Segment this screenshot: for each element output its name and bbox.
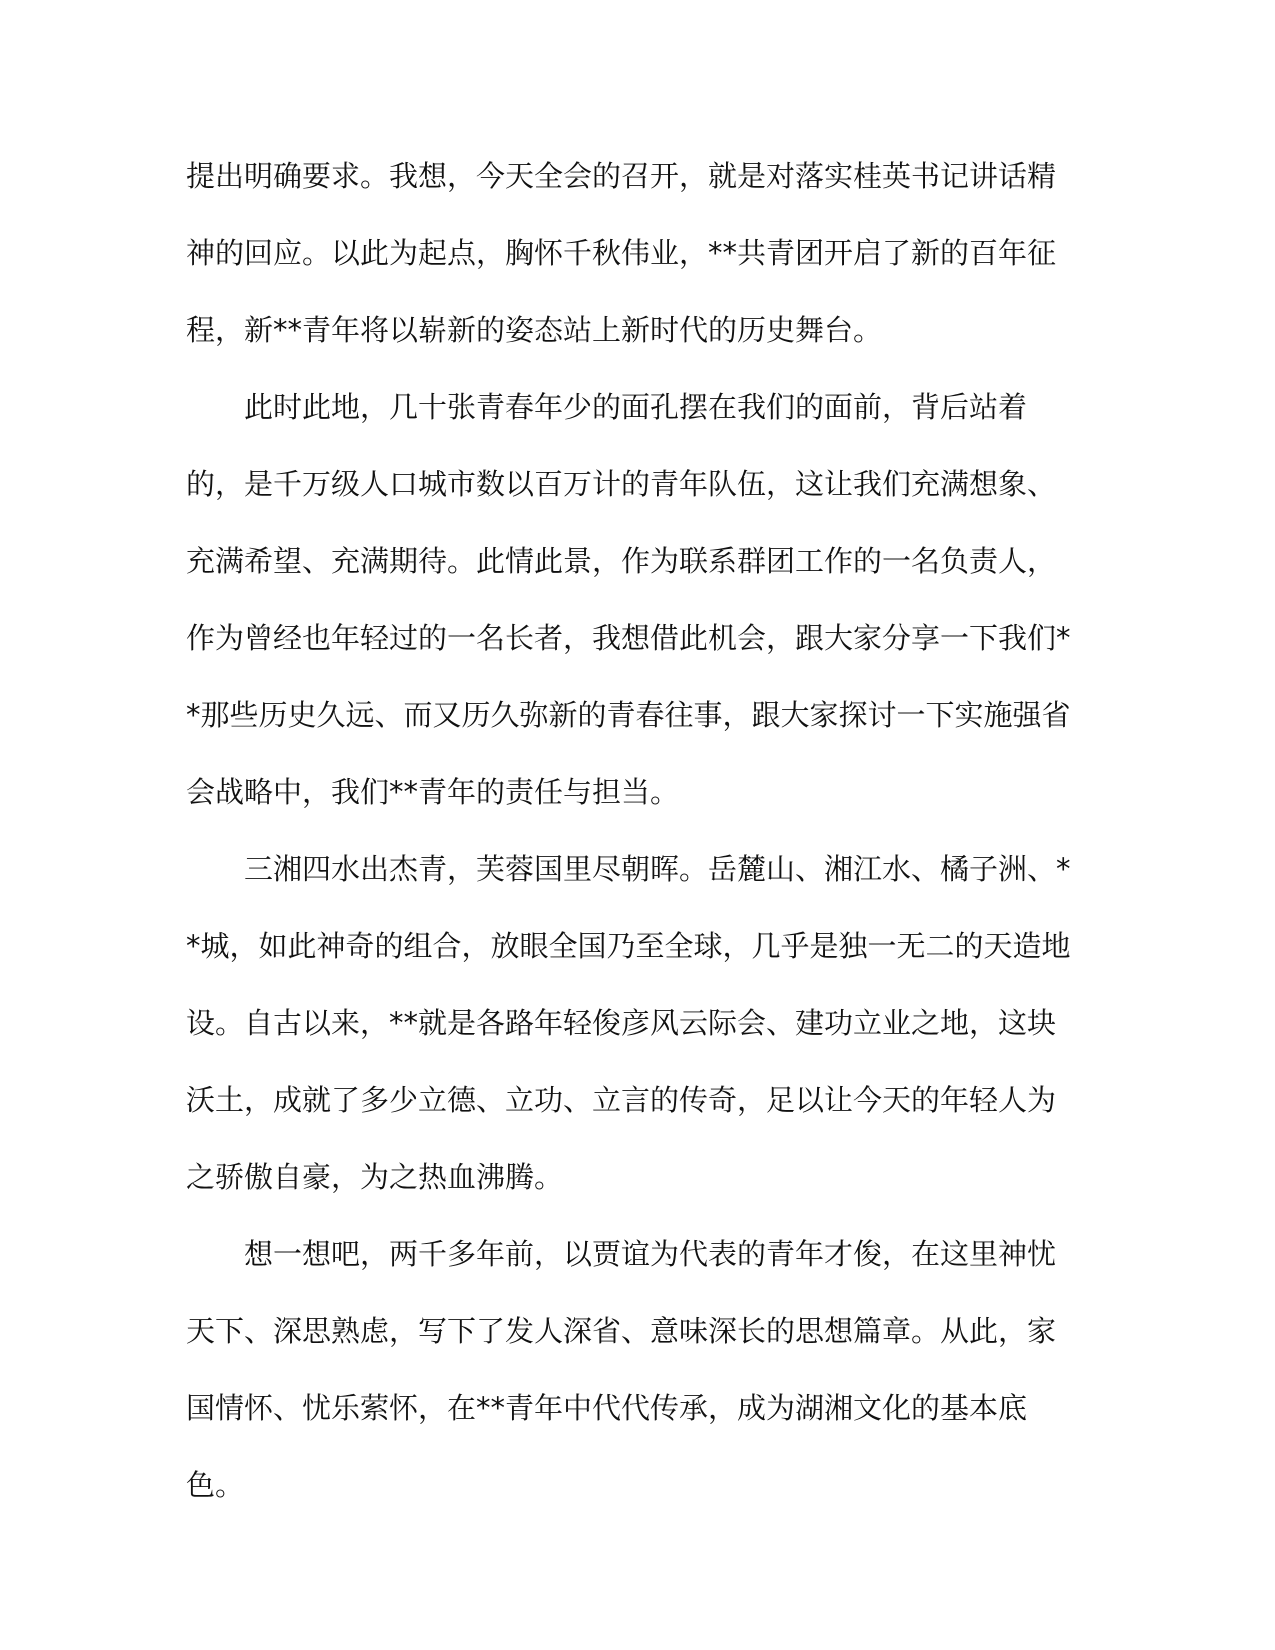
text-line: 提出明确要求。我想，今天全会的召开，就是对落实桂英书记讲话精 <box>186 159 1057 193</box>
text-line: 的，是千万级人口城市数以百万计的青年队伍，这让我们充满想象、 <box>186 467 1057 501</box>
paragraph-start-line: 此时此地，几十张青春年少的面孔摆在我们的面前，背后站着 <box>244 390 1028 424</box>
text-line: *城，如此神奇的组合，放眼全国乃至全球，几乎是独一无二的天造地 <box>186 929 1071 963</box>
text-line: 国情怀、忧乐萦怀，在**青年中代代传承，成为湖湘文化的基本底 <box>186 1391 1028 1425</box>
text-line: 色。 <box>186 1468 245 1502</box>
text-line: 之骄傲自豪，为之热血沸腾。 <box>186 1160 564 1194</box>
text-line: *那些历史久远、而又历久弥新的青春往事，跟大家探讨一下实施强省 <box>186 698 1071 732</box>
text-line: 作为曾经也年轻过的一名长者，我想借此机会，跟大家分享一下我们* <box>186 621 1071 655</box>
body-text <box>186 138 1086 1524</box>
text-line: 沃土，成就了多少立德、立功、立言的传奇，足以让今天的年轻人为 <box>186 1083 1057 1117</box>
text-line: 会战略中，我们**青年的责任与担当。 <box>186 775 680 809</box>
text-line: 程，新**青年将以崭新的姿态站上新时代的历史舞台。 <box>186 313 883 347</box>
text-line: 神的回应。以此为起点，胸怀千秋伟业，**共青团开启了新的百年征 <box>186 236 1057 270</box>
paragraph-start-line: 三湘四水出杰青，芙蓉国里尽朝晖。岳麓山、湘江水、橘子洲、* <box>244 852 1071 886</box>
text-line: 天下、深思熟虑，写下了发人深省、意味深长的思想篇章。从此，家 <box>186 1314 1057 1348</box>
paragraph-start-line: 想一想吧，两千多年前，以贾谊为代表的青年才俊，在这里神忧 <box>244 1237 1057 1271</box>
text-line: 充满希望、充满期待。此情此景，作为联系群团工作的一名负责人， <box>186 544 1057 578</box>
text-line: 设。自古以来，**就是各路年轻俊彦风云际会、建功立业之地，这块 <box>186 1006 1057 1040</box>
